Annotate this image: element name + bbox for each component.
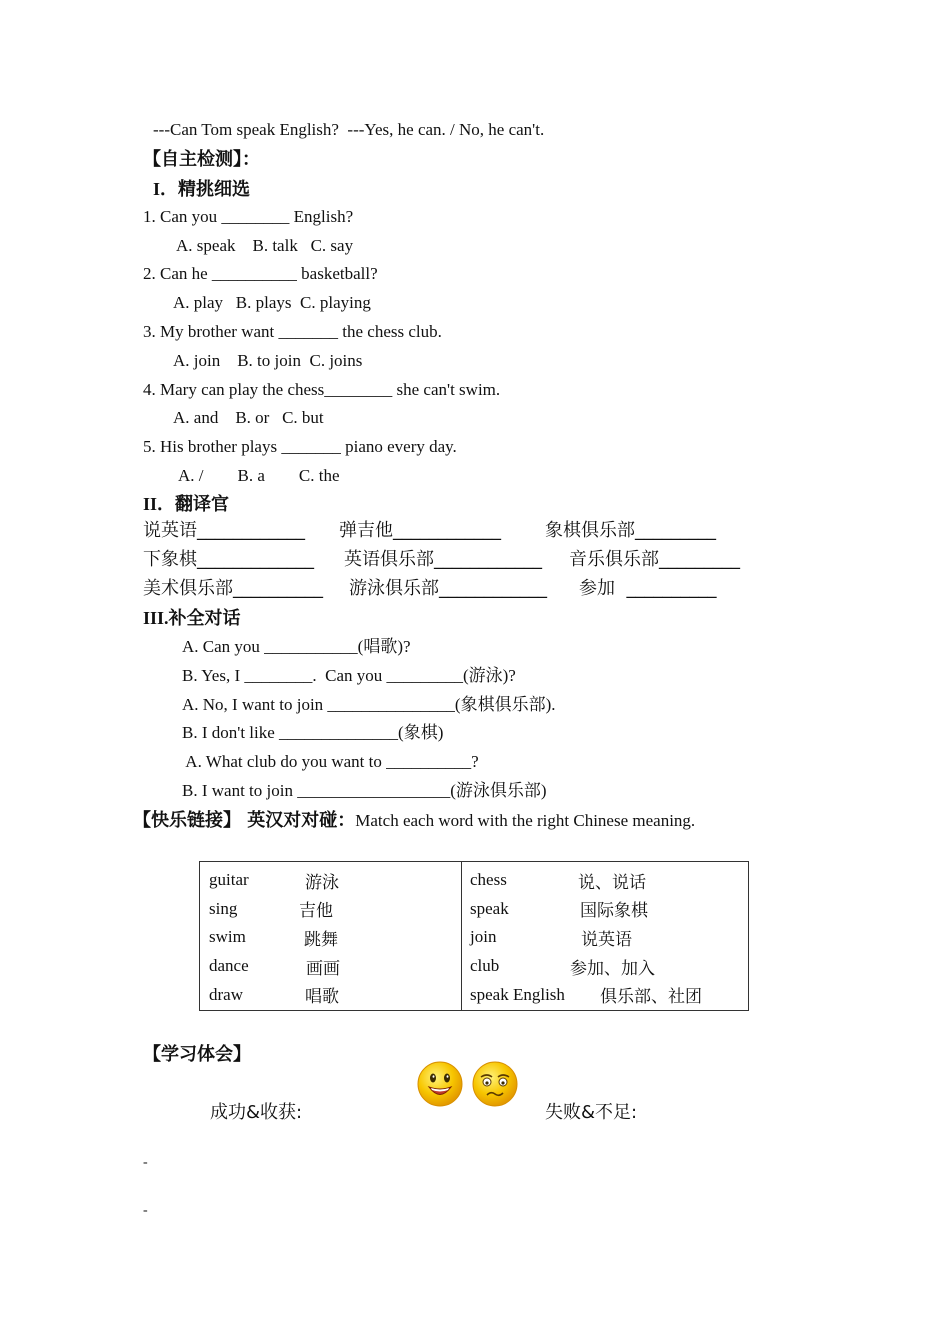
match-word: speak English	[470, 984, 565, 1004]
match-left-column	[200, 862, 462, 1011]
match-meaning: 说、说话	[578, 872, 646, 893]
match-row	[209, 866, 461, 895]
match-row	[470, 866, 748, 895]
dash-marker: -	[143, 1203, 148, 1218]
dialogue-line: A. No, I want to join _______________(象棋俱乐部).	[182, 695, 556, 714]
options-3: A. join B. to join C. joins	[173, 351, 363, 370]
options-4: A. and B. or C. but	[173, 408, 324, 427]
match-row	[470, 952, 748, 981]
dash-marker: -	[143, 1155, 148, 1170]
match-table	[199, 861, 749, 1011]
question-2: 2. Can he __________ basketball?	[143, 264, 378, 283]
options-5: A. / B. a C. the	[178, 466, 340, 485]
sad-face-icon	[471, 1060, 519, 1108]
match-word: club	[470, 956, 500, 976]
part2-heading	[143, 495, 229, 514]
match-meaning: 跳舞	[304, 929, 338, 950]
part1-heading-num: I．	[153, 179, 179, 199]
dialogue-line: A. What club do you want to __________?	[182, 752, 479, 771]
happy-face-icon	[416, 1060, 464, 1108]
question-4: 4. Mary can play the chess________ she can't swim.	[143, 380, 501, 399]
translate-item: 游泳俱乐部____________	[349, 578, 547, 599]
match-row	[470, 895, 748, 924]
match-word: swim	[209, 927, 246, 947]
match-word: sing	[209, 898, 238, 918]
match-meaning: 俱乐部、社团	[600, 987, 702, 1008]
link-heading: 【快乐链接】 英汉对对碰：	[133, 810, 356, 831]
match-meaning: 吉他	[299, 901, 333, 922]
match-meaning: 说英语	[581, 929, 632, 950]
translate-item: 下象棋_____________	[143, 549, 314, 570]
success-label: 成功&收获:	[210, 1102, 303, 1123]
options-2: A. play B. plays C. playing	[173, 293, 371, 312]
self-check-heading: 【自主检测】：	[143, 149, 260, 170]
translate-item: 象棋俱乐部_________	[545, 520, 716, 541]
reflection-heading: 【学习体会】	[143, 1044, 251, 1065]
match-row	[209, 952, 461, 981]
part2-heading-text: 翻译官	[175, 494, 230, 515]
match-word: guitar	[209, 870, 249, 890]
part2-heading-num: II．	[143, 494, 176, 514]
match-row	[209, 895, 461, 924]
part1-heading	[153, 180, 250, 199]
match-meaning: 国际象棋	[580, 901, 648, 922]
match-meaning: 画画	[306, 958, 340, 979]
match-right-column	[462, 862, 749, 1011]
part3-heading-text: 补全对话	[168, 608, 241, 629]
match-row	[470, 923, 748, 952]
dialogue-line: A. Can you ___________(唱歌)?	[182, 637, 411, 656]
failure-label: 失败&不足:	[545, 1102, 638, 1123]
question-3: 3. My brother want _______ the chess club.	[143, 322, 442, 341]
match-meaning: 参加、加入	[570, 958, 655, 979]
translate-item: 说英语____________	[143, 520, 305, 541]
translate-item: 弹吉他____________	[339, 520, 501, 541]
intro-line: ---Can Tom speak English? ---Yes, he can. / No, he can't.	[153, 120, 545, 139]
part1-heading-text: 精挑细选	[178, 179, 251, 200]
dialogue-line: B. I want to join __________________(游泳俱乐部)	[182, 781, 547, 800]
translate-item: 美术俱乐部__________	[143, 578, 323, 599]
translate-item: 音乐俱乐部_________	[569, 549, 740, 570]
link-section	[133, 812, 695, 830]
dialogue-line: B. Yes, I ________. Can you _________(游泳)?	[182, 666, 516, 685]
translate-item: 参加 __________	[579, 578, 717, 599]
match-word: draw	[209, 984, 243, 1004]
options-1: A. speak B. talk C. say	[176, 236, 354, 255]
match-word: speak	[470, 898, 509, 918]
match-row	[470, 980, 748, 1009]
question-1: 1. Can you ________ English?	[143, 207, 354, 226]
part3-heading	[143, 609, 241, 628]
match-row	[209, 923, 461, 952]
match-meaning: 游泳	[305, 872, 339, 893]
match-word: dance	[209, 956, 249, 976]
dialogue-line: B. I don't like ______________(象棋)	[182, 723, 444, 742]
link-instruction: Match each word with the right Chinese meaning.	[355, 811, 696, 830]
part3-heading-num: III.	[143, 608, 169, 628]
match-row	[209, 980, 461, 1009]
match-meaning: 唱歌	[305, 987, 339, 1008]
match-word: join	[470, 927, 497, 947]
translate-item: 英语俱乐部____________	[344, 549, 542, 570]
question-5: 5. His brother plays _______ piano every day.	[143, 437, 457, 456]
match-word: chess	[470, 870, 507, 890]
